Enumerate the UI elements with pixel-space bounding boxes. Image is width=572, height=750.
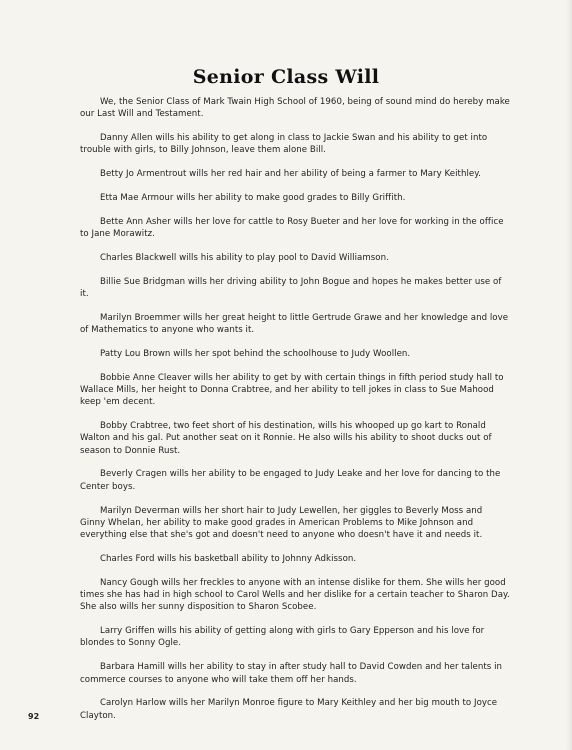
- paragraph-preamble: We, the Senior Class of Mark Twain High School of 1960, being of sound mind do hereby make our Last Will and Testament.: [80, 97, 510, 120]
- paragraph-will: Bobbie Anne Cleaver wills her ability to get by with certain things in fifth period study hall to Wallace Mills, her height to Donna Crabtree, and her ability to tell jokes in class to Sue Mahood keep 'em decent.: [80, 372, 504, 408]
- page-title: Senior Class Will: [192, 66, 380, 88]
- paragraph-will: Marilyn Deverman wills her short hair to Judy Lewellen, her giggles to Beverly Moss and Ginny Whelan, her ability to make good grades in American Problems to Mike Johnson and everything else that she's got and doesn't need to anyone who doesn't have it and needs it.: [80, 505, 483, 541]
- paragraph-will: Danny Allen wills his ability to get along in class to Jackie Swan and his ability to get into trouble with girls, to Billy Johnson, leave them alone Bill.: [80, 133, 488, 156]
- paragraph-will: Betty Jo Armentrout wills her red hair and her ability of being a farmer to Mary Keithley.: [100, 169, 481, 180]
- paragraph-will: Patty Lou Brown wills her spot behind the schoolhouse to Judy Woollen.: [100, 348, 411, 359]
- paragraph-will: Nancy Gough wills her freckles to anyone with an intense dislike for them. She wills her good times she has had in high school to Carol Wells and her dislike for a certain teacher to Sharon Day. She also wills her sunny disposition to Sharon Scobee.: [80, 577, 510, 613]
- paragraph-will: Larry Griffen wills his ability of getting along with girls to Gary Epperson and his love for blondes to Sonny Ogle.: [80, 626, 485, 649]
- paragraph-will: Etta Mae Armour wills her ability to make good grades to Billy Griffith.: [100, 192, 406, 203]
- paragraph-will: Marilyn Broemmer wills her great height to little Gertrude Grawe and her knowledge and love of Mathematics to anyone who wants it.: [80, 312, 509, 336]
- paragraph-will: Bette Ann Asher wills her love for cattle to Rosy Bueter and her love for working in the office to Jane Morawitz.: [80, 216, 504, 240]
- paragraph-will: Carolyn Harlow wills her Marilyn Monroe figure to Mary Keithley and her big mouth to Joyce Clayton.: [80, 698, 498, 721]
- page-number: 92: [28, 712, 40, 721]
- paragraph-will: Billie Sue Bridgman wills her driving ability to John Bogue and hopes he makes better use of it.: [80, 276, 502, 299]
- paragraph-will: Charles Blackwell wills his ability to play pool to David Williamson.: [100, 252, 389, 263]
- paragraph-will: Bobby Crabtree, two feet short of his destination, wills his whooped up go kart to Ronald Walton and his gal. Put another seat on it Ronnie. He also wills his ability to shoot ducks out of season to Donnie Rust.: [80, 421, 492, 456]
- paragraph-will: Beverly Cragen wills her ability to be engaged to Judy Leake and her love for dancing to the Center boys.: [80, 469, 501, 492]
- paragraph-will: Charles Ford wills his basketball ability to Johnny Adkisson.: [100, 553, 357, 564]
- page-edge-shadow: [566, 0, 572, 750]
- document-body: [80, 96, 510, 733]
- paragraph-will: Barbara Hamill wills her ability to stay in after study hall to David Cowden and her talents in commerce courses to anyone who will take them off her hands.: [80, 662, 503, 685]
